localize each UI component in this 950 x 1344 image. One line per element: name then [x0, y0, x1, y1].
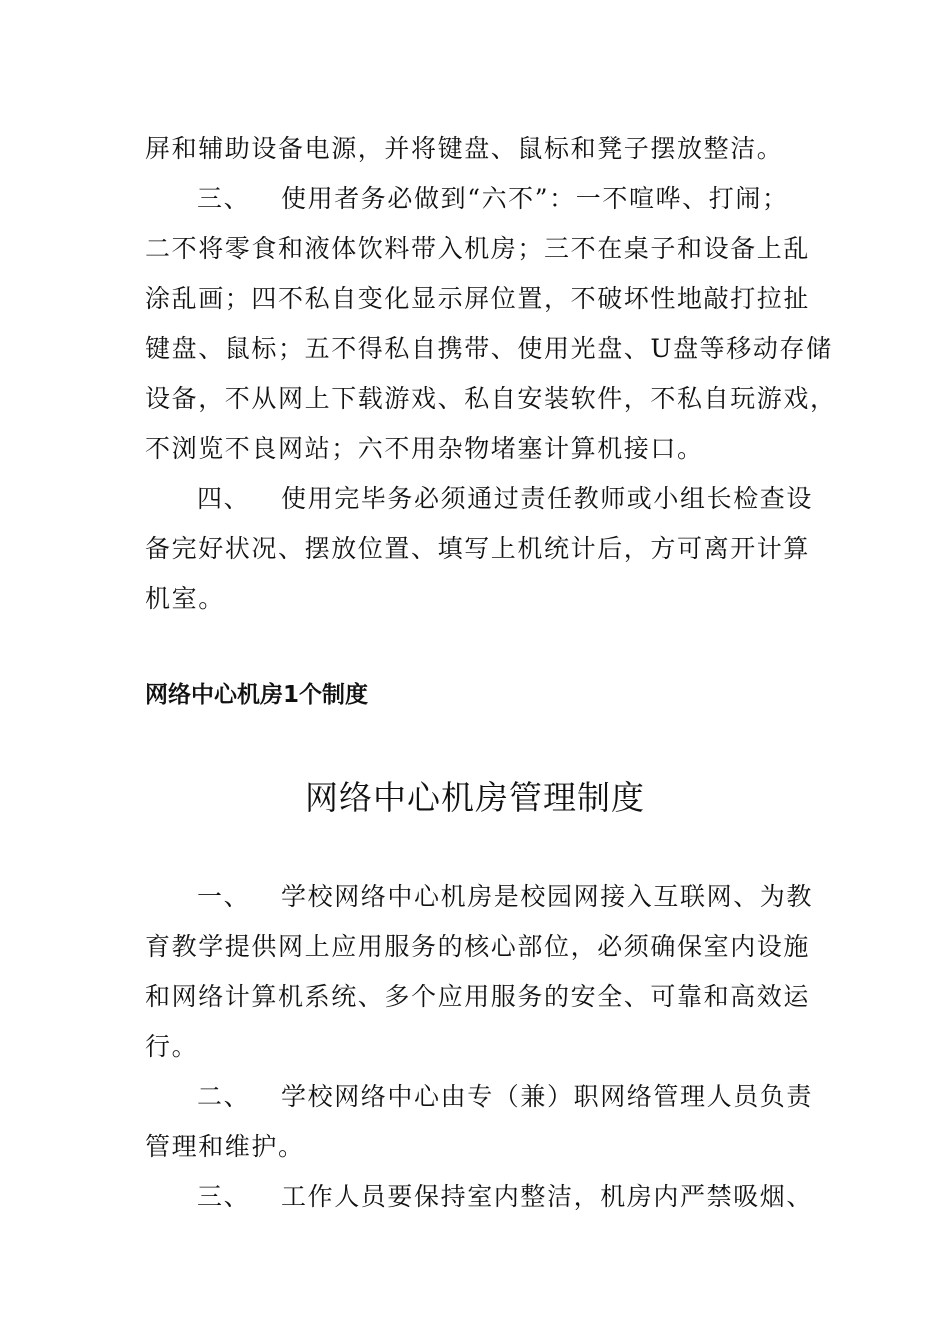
paragraph-line: 屏和辅助设备电源，并将键盘、鼠标和凳子摆放整洁。 — [145, 134, 784, 163]
rule-item-2-first-line — [145, 1072, 814, 1122]
rule-item-1-first-line — [145, 872, 814, 922]
paragraph-line: 设备，不从网上下载游戏、私自安装软件，不私自玩游戏， — [145, 384, 837, 413]
paragraph-line: 和网络计算机系统、多个应用服务的安全、可靠和高效运 — [145, 982, 811, 1011]
rule-number: 三、 — [197, 1182, 251, 1211]
paragraph-line: 育教学提供网上应用服务的核心部位，必须确保室内设施 — [145, 932, 811, 961]
section-heading: 网络中心机房1个制度 — [145, 682, 369, 708]
rule-number: 二、 — [197, 1082, 251, 1111]
document-title: 网络中心机房管理制度 — [305, 778, 645, 817]
rule-number: 三、 — [197, 184, 251, 213]
lower-text-block — [145, 872, 814, 1222]
paragraph-line: 管理和维护。 — [145, 1132, 305, 1161]
rule-text: 学校网络中心由专（兼）职网络管理人员负责 — [281, 1082, 814, 1111]
rule-item-3-first-line — [145, 174, 810, 224]
rule-number: 四、 — [197, 484, 251, 513]
paragraph-line: 行。 — [145, 1032, 199, 1061]
rule-number: 一、 — [197, 882, 251, 911]
paragraph-line: 二不将零食和液体饮料带入机房；三不在桌子和设备上乱 — [145, 234, 811, 263]
paragraph-line: 机室。 — [145, 584, 225, 613]
paragraph-line: 不浏览不良网站；六不用杂物堵塞计算机接口。 — [145, 434, 704, 463]
rule-text: 使用完毕务必须通过责任教师或小组长检查设 — [281, 484, 814, 513]
paragraph-line: 涂乱画；四不私自变化显示屏位置，不破坏性地敲打拉扯 — [145, 284, 811, 313]
rule-item-3-first-line — [145, 1172, 814, 1222]
paragraph-line: 备完好状况、摆放位置、填写上机统计后，方可离开计算 — [145, 534, 811, 563]
rule-text: 学校网络中心机房是校园网接入互联网、为教 — [281, 882, 814, 911]
rule-item-4-first-line — [145, 474, 814, 524]
rule-text: 使用者务必做到“六不”：一不喧哗、打闹； — [281, 184, 789, 213]
paragraph-line: 键盘、鼠标；五不得私自携带、使用光盘、U盘等移动存储 — [145, 334, 833, 363]
upper-text-block — [145, 124, 837, 624]
rule-text: 工作人员要保持室内整洁，机房内严禁吸烟、 — [281, 1182, 814, 1211]
